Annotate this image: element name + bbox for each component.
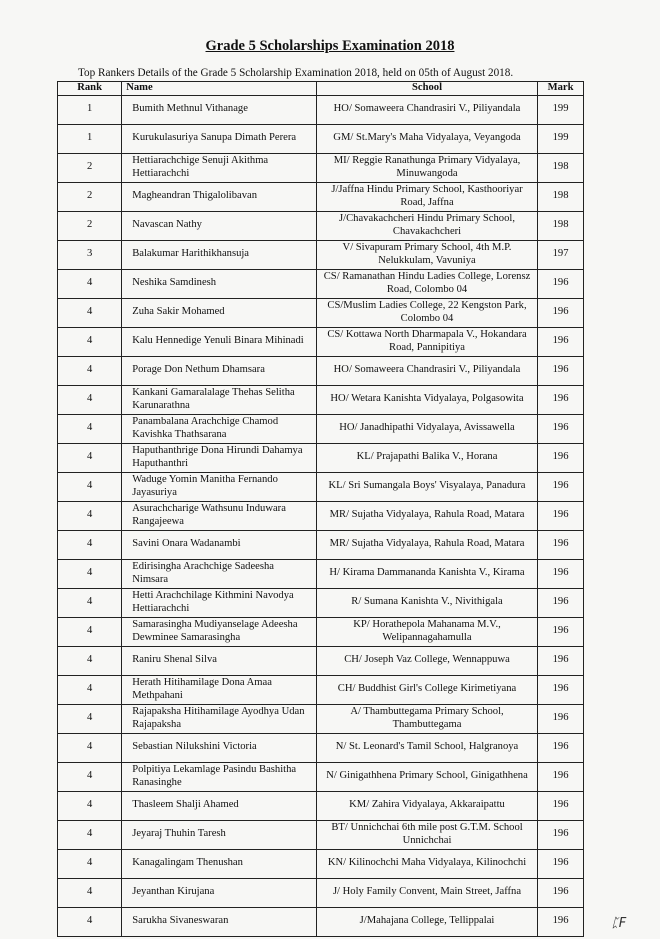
table-header-row (58, 82, 584, 96)
table-row (58, 704, 584, 733)
name-cell: Herath Hitihamilage Dona Amaa Methpahani (122, 675, 317, 704)
name-cell: Bumith Methnul Vithanage (122, 95, 317, 124)
name-cell: Asurachcharige Wathsunu Induwara Rangajeewa (122, 501, 317, 530)
table-body (58, 95, 584, 936)
header-school: School (316, 82, 537, 96)
mark-cell: 196 (538, 704, 584, 733)
table-row (58, 907, 584, 936)
table-row (58, 878, 584, 907)
name-cell: Waduge Yomin Manitha Fernando Jayasuriya (122, 472, 317, 501)
school-cell: J/Jaffna Hindu Primary School, Kasthooriyar Road, Jaffna (316, 182, 537, 211)
rank-cell: 2 (58, 182, 122, 211)
mark-cell: 196 (538, 762, 584, 791)
rank-cell: 4 (58, 327, 122, 356)
table-row (58, 530, 584, 559)
name-cell: Polpitiya Lekamlage Pasindu Bashitha Ranasinghe (122, 762, 317, 791)
mark-cell: 198 (538, 211, 584, 240)
name-cell: Kurukulasuriya Sanupa Dimath Perera (122, 124, 317, 153)
rank-cell: 2 (58, 211, 122, 240)
school-cell: J/Mahajana College, Tellippalai (316, 907, 537, 936)
name-cell: Rajapaksha Hitihamilage Ayodhya Udan Rajapaksha (122, 704, 317, 733)
table-row (58, 240, 584, 269)
school-cell: HO/ Somaweera Chandrasiri V., Piliyandala (316, 95, 537, 124)
mark-cell: 196 (538, 269, 584, 298)
rank-cell: 4 (58, 588, 122, 617)
rank-cell: 1 (58, 95, 122, 124)
mark-cell: 198 (538, 153, 584, 182)
table-row (58, 385, 584, 414)
school-cell: KM/ Zahira Vidyalaya, Akkaraipattu (316, 791, 537, 820)
rank-cell: 2 (58, 153, 122, 182)
rank-cell: 4 (58, 356, 122, 385)
rank-cell: 4 (58, 385, 122, 414)
table-row (58, 182, 584, 211)
name-cell: Neshika Samdinesh (122, 269, 317, 298)
mark-cell: 196 (538, 385, 584, 414)
school-cell: V/ Sivapuram Primary School, 4th M.P. Nelukkulam, Vavuniya (316, 240, 537, 269)
table-row (58, 588, 584, 617)
school-cell: HO/ Janadhipathi Vidyalaya, Avissawella (316, 414, 537, 443)
header-name: Name (122, 82, 317, 96)
rank-cell: 4 (58, 849, 122, 878)
name-cell: Jeyanthan Kirujana (122, 878, 317, 907)
rank-cell: 4 (58, 762, 122, 791)
table-row (58, 95, 584, 124)
mark-cell: 199 (538, 95, 584, 124)
table-row (58, 472, 584, 501)
table-row (58, 791, 584, 820)
table-row (58, 559, 584, 588)
school-cell: CS/ Kottawa North Dharmapala V., Hokandara Road, Pannipitiya (316, 327, 537, 356)
table-row (58, 675, 584, 704)
school-cell: KL/ Sri Sumangala Boys' Visyalaya, Panadura (316, 472, 537, 501)
mark-cell: 196 (538, 675, 584, 704)
rank-cell: 4 (58, 472, 122, 501)
mark-cell: 196 (538, 617, 584, 646)
mark-cell: 196 (538, 327, 584, 356)
rank-cell: 4 (58, 443, 122, 472)
table-row (58, 849, 584, 878)
mark-cell: 196 (538, 356, 584, 385)
school-cell: R/ Sumana Kanishta V., Nivithigala (316, 588, 537, 617)
school-cell: MR/ Sujatha Vidyalaya, Rahula Road, Matara (316, 501, 537, 530)
name-cell: Jeyaraj Thuhin Taresh (122, 820, 317, 849)
mark-cell: 196 (538, 907, 584, 936)
name-cell: Zuha Sakir Mohamed (122, 298, 317, 327)
mark-cell: 196 (538, 878, 584, 907)
table-row (58, 211, 584, 240)
header-rank: Rank (58, 82, 122, 96)
handwritten-initials: ᛈF (611, 916, 627, 931)
table-row (58, 733, 584, 762)
mark-cell: 196 (538, 733, 584, 762)
school-cell: J/Chavakachcheri Hindu Primary School, Chavakachcheri (316, 211, 537, 240)
school-cell: MI/ Reggie Ranathunga Primary Vidyalaya, Minuwangoda (316, 153, 537, 182)
rank-cell: 4 (58, 675, 122, 704)
mark-cell: 196 (538, 530, 584, 559)
table-row (58, 153, 584, 182)
mark-cell: 196 (538, 820, 584, 849)
rank-cell: 4 (58, 646, 122, 675)
table-row (58, 414, 584, 443)
table-row (58, 124, 584, 153)
rank-cell: 4 (58, 617, 122, 646)
name-cell: Hetti Arachchilage Kithmini Navodya Hettiarachchi (122, 588, 317, 617)
school-cell: CH/ Joseph Vaz College, Wennappuwa (316, 646, 537, 675)
mark-cell: 196 (538, 791, 584, 820)
mark-cell: 196 (538, 849, 584, 878)
mark-cell: 196 (538, 588, 584, 617)
rank-cell: 4 (58, 298, 122, 327)
school-cell: CS/ Ramanathan Hindu Ladies College, Lorensz Road, Colombo 04 (316, 269, 537, 298)
table-row (58, 646, 584, 675)
rank-cell: 3 (58, 240, 122, 269)
mark-cell: 196 (538, 443, 584, 472)
name-cell: Porage Don Nethum Dhamsara (122, 356, 317, 385)
mark-cell: 199 (538, 124, 584, 153)
name-cell: Kankani Gamaralalage Thehas Selitha Karunarathna (122, 385, 317, 414)
school-cell: N/ St. Leonard's Tamil School, Halgranoya (316, 733, 537, 762)
table-row (58, 443, 584, 472)
name-cell: Kanagalingam Thenushan (122, 849, 317, 878)
name-cell: Sebastian Nilukshini Victoria (122, 733, 317, 762)
name-cell: Haputhanthrige Dona Hirundi Dahamya Haputhanthri (122, 443, 317, 472)
mark-cell: 196 (538, 298, 584, 327)
rank-cell: 4 (58, 414, 122, 443)
school-cell: KN/ Kilinochchi Maha Vidyalaya, Kilinochchi (316, 849, 537, 878)
mark-cell: 197 (538, 240, 584, 269)
name-cell: Kalu Hennedige Yenuli Binara Mihinadi (122, 327, 317, 356)
school-cell: A/ Thambuttegama Primary School, Thambuttegama (316, 704, 537, 733)
name-cell: Savini Onara Wadanambi (122, 530, 317, 559)
rank-cell: 4 (58, 559, 122, 588)
mark-cell: 196 (538, 646, 584, 675)
rank-cell: 4 (58, 733, 122, 762)
name-cell: Panambalana Arachchige Chamod Kavishka Thathsarana (122, 414, 317, 443)
rank-cell: 4 (58, 791, 122, 820)
rank-cell: 4 (58, 820, 122, 849)
rank-cell: 4 (58, 269, 122, 298)
rank-cell: 4 (58, 530, 122, 559)
document-subtitle: Top Rankers Details of the Grade 5 Scholarship Examination 2018, held on 05th of August 2018. (78, 67, 514, 79)
name-cell: Samarasingha Mudiyanselage Adeesha Dewminee Samarasingha (122, 617, 317, 646)
school-cell: N/ Ginigathhena Primary School, Ginigathhena (316, 762, 537, 791)
rank-cell: 4 (58, 907, 122, 936)
rankers-table (57, 81, 584, 937)
table-row (58, 269, 584, 298)
name-cell: Hettiarachchige Senuji Akithma Hettiarachchi (122, 153, 317, 182)
table-row (58, 820, 584, 849)
mark-cell: 196 (538, 559, 584, 588)
school-cell: HO/ Wetara Kanishta Vidyalaya, Polgasowita (316, 385, 537, 414)
table-row (58, 617, 584, 646)
mark-cell: 196 (538, 472, 584, 501)
school-cell: GM/ St.Mary's Maha Vidyalaya, Veyangoda (316, 124, 537, 153)
school-cell: BT/ Unnichchai 6th mile post G.T.M. School Unnichchai (316, 820, 537, 849)
rank-cell: 4 (58, 501, 122, 530)
name-cell: Sarukha Sivaneswaran (122, 907, 317, 936)
school-cell: KL/ Prajapathi Balika V., Horana (316, 443, 537, 472)
table-row (58, 327, 584, 356)
school-cell: MR/ Sujatha Vidyalaya, Rahula Road, Matara (316, 530, 537, 559)
rank-cell: 4 (58, 878, 122, 907)
name-cell: Navascan Nathy (122, 211, 317, 240)
rank-cell: 4 (58, 704, 122, 733)
school-cell: H/ Kirama Dammananda Kanishta V., Kirama (316, 559, 537, 588)
name-cell: Thasleem Shalji Ahamed (122, 791, 317, 820)
school-cell: CH/ Buddhist Girl's College Kirimetiyana (316, 675, 537, 704)
name-cell: Balakumar Harithikhansuja (122, 240, 317, 269)
name-cell: Magheandran Thigalolibavan (122, 182, 317, 211)
school-cell: KP/ Horathepola Mahanama M.V., Welipannagahamulla (316, 617, 537, 646)
table-row (58, 298, 584, 327)
table-row (58, 762, 584, 791)
name-cell: Edirisingha Arachchige Sadeesha Nimsara (122, 559, 317, 588)
mark-cell: 196 (538, 501, 584, 530)
name-cell: Raniru Shenal Silva (122, 646, 317, 675)
school-cell: HO/ Somaweera Chandrasiri V., Piliyandala (316, 356, 537, 385)
table-row (58, 356, 584, 385)
rank-cell: 1 (58, 124, 122, 153)
table-row (58, 501, 584, 530)
mark-cell: 198 (538, 182, 584, 211)
school-cell: CS/Muslim Ladies College, 22 Kengston Park, Colombo 04 (316, 298, 537, 327)
mark-cell: 196 (538, 414, 584, 443)
document-title: Grade 5 Scholarships Examination 2018 (205, 38, 455, 54)
header-mark: Mark (538, 82, 584, 96)
school-cell: J/ Holy Family Convent, Main Street, Jaffna (316, 878, 537, 907)
